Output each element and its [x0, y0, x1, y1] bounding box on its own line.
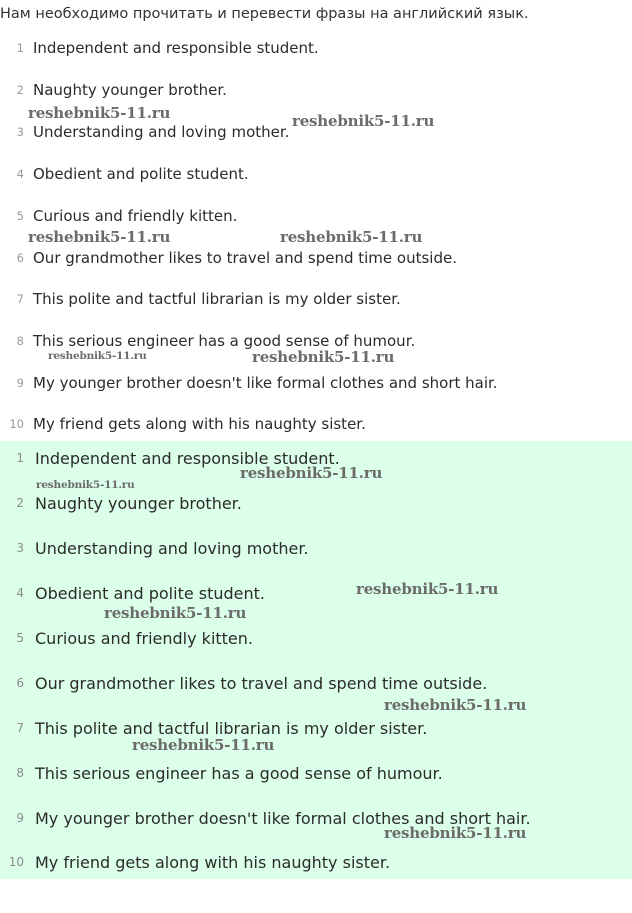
item-number: 9	[16, 811, 24, 825]
item-text: Obedient and polite student.	[33, 165, 249, 183]
item-text: My younger brother doesn't like formal clothes and short hair.	[35, 808, 531, 828]
item-number: 3	[16, 541, 24, 555]
item-number: 9	[16, 376, 24, 390]
item-text: This serious engineer has a good sense of humour.	[35, 763, 443, 783]
item-number: 6	[16, 676, 24, 690]
item-text: My friend gets along with his naughty sister.	[33, 415, 366, 433]
list-item	[0, 371, 498, 395]
item-text: My friend gets along with his naughty sister.	[35, 852, 391, 872]
item-number: 10	[9, 417, 24, 431]
item-number: 10	[8, 855, 24, 869]
watermark: reshebnik5-11.ru	[292, 112, 435, 130]
list-item	[0, 162, 249, 186]
item-text: This polite and tactful librarian is my older sister.	[33, 290, 401, 308]
watermark: reshebnik5-11.ru	[48, 350, 147, 362]
item-number: 4	[16, 586, 24, 600]
item-text: Our grandmother likes to travel and spend time outside.	[33, 249, 457, 267]
item-number: 8	[16, 766, 24, 780]
watermark: reshebnik5-11.ru	[252, 348, 395, 366]
item-text: Understanding and loving mother.	[33, 123, 290, 141]
item-number: 5	[16, 631, 24, 645]
item-number: 2	[16, 83, 24, 97]
item-number: 7	[16, 292, 24, 306]
watermark: reshebnik5-11.ru	[280, 228, 423, 246]
list-item	[0, 761, 443, 785]
item-number: 6	[16, 251, 24, 265]
list-item	[0, 671, 487, 695]
list-item	[0, 626, 253, 650]
item-number: 1	[16, 451, 24, 465]
list-item	[0, 120, 289, 144]
list-item	[0, 581, 265, 605]
list-item	[0, 204, 237, 228]
watermark: reshebnik5-11.ru	[356, 580, 499, 598]
watermark: reshebnik5-11.ru	[384, 696, 527, 714]
item-text: This serious engineer has a good sense of humour.	[33, 332, 416, 350]
item-text: Curious and friendly kitten.	[33, 207, 238, 225]
item-number: 2	[16, 496, 24, 510]
item-text: Naughty younger brother.	[35, 493, 242, 513]
watermark: reshebnik5-11.ru	[240, 464, 383, 482]
list-item	[0, 78, 227, 102]
item-text: My younger brother doesn't like formal clothes and short hair.	[33, 374, 498, 392]
item-text: Independent and responsible student.	[35, 448, 340, 468]
item-number: 8	[16, 334, 24, 348]
list-item	[0, 491, 242, 515]
list-item	[0, 412, 366, 436]
list-item	[0, 246, 457, 270]
watermark: reshebnik5-11.ru	[28, 228, 171, 246]
watermark: reshebnik5-11.ru	[28, 104, 171, 122]
list-item	[0, 287, 401, 311]
item-text: This polite and tactful librarian is my older sister.	[35, 718, 428, 738]
item-text: Naughty younger brother.	[33, 81, 227, 99]
watermark: reshebnik5-11.ru	[384, 824, 527, 842]
item-number: 5	[16, 209, 24, 223]
instruction-text: Нам необходимо прочитать и перевести фразы на английский язык.	[0, 6, 529, 22]
watermark: reshebnik5-11.ru	[104, 604, 247, 622]
item-number: 3	[16, 125, 24, 139]
list-item	[0, 536, 309, 560]
item-text: Independent and responsible student.	[33, 39, 319, 57]
item-number: 4	[16, 167, 24, 181]
item-text: Obedient and polite student.	[35, 583, 266, 603]
list-item	[0, 36, 319, 60]
item-number: 1	[16, 41, 24, 55]
answer-block	[0, 441, 632, 879]
watermark: reshebnik5-11.ru	[36, 479, 135, 491]
watermark: reshebnik5-11.ru	[132, 736, 275, 754]
item-text: Our grandmother likes to travel and spend time outside.	[35, 673, 488, 693]
list-item	[0, 850, 390, 874]
item-text: Curious and friendly kitten.	[35, 628, 253, 648]
item-number: 7	[16, 721, 24, 735]
item-text: Understanding and loving mother.	[35, 538, 309, 558]
